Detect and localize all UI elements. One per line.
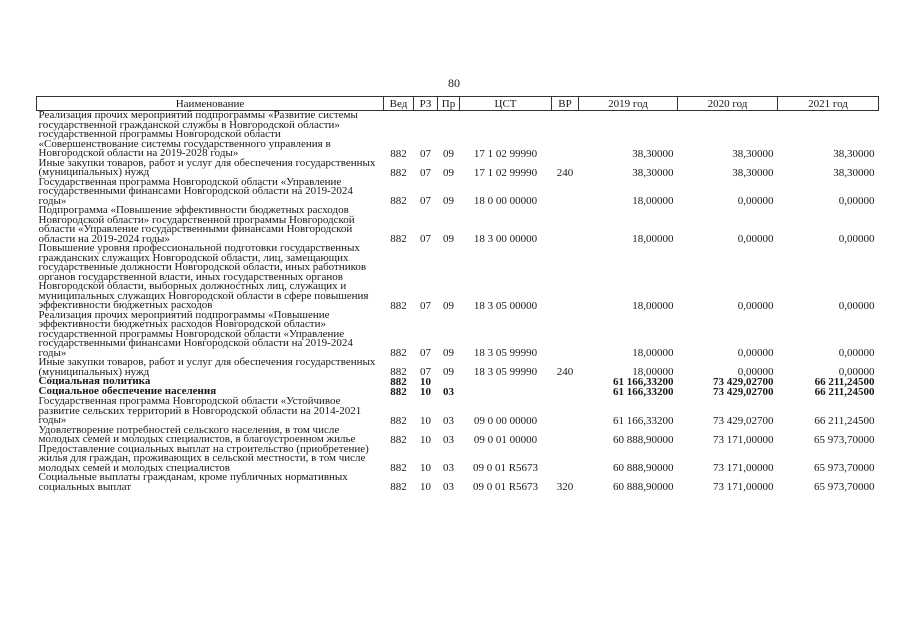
cell-y2021: 38,30000 <box>833 166 875 179</box>
cell-rz: 10 <box>420 433 431 446</box>
cell-cst: 09 0 01 R5673 <box>472 462 539 474</box>
cell-name: Реализация прочих мероприятий подпрограммы «Повышение эффективности бюджетных расходов Новгородской области» государственной программы Новгородской области «Управление государственными финансами Новгородской области на 2019-2024 годы» <box>38 308 353 359</box>
table-row <box>37 473 879 492</box>
cell-y2021: 65 973,70000 <box>814 462 875 474</box>
cell-ved: 882 <box>390 147 407 160</box>
cell-y2020: 73 171,00000 <box>713 481 774 493</box>
cell-name: Удовлетворение потребностей сельского населения, в том числе молодых семей и молодых специалистов, в благоустроенном жилье <box>38 423 356 445</box>
cell-y2019: 60 888,90000 <box>613 481 674 493</box>
cell-cst: 18 3 05 99990 <box>473 347 538 359</box>
cell-cst: 18 3 05 00000 <box>473 299 538 312</box>
cell-rz: 07 <box>420 147 431 160</box>
cell-vr <box>552 178 579 207</box>
cell-name: Государственная программа Новгородской области «Управление государственными финансами Новгородской области на 2019-2024 годы» <box>38 175 353 207</box>
cell-y2020: 73 171,00000 <box>713 433 774 446</box>
cell-ved: 882 <box>390 166 407 179</box>
header-pr: Пр <box>438 97 460 111</box>
cell-ved: 882 <box>390 433 407 446</box>
cell-rz: 07 <box>420 299 431 312</box>
cell-cst: 18 0 00 00000 <box>473 195 538 207</box>
cell-ved: 882 <box>390 386 407 398</box>
cell-rz: 07 <box>420 195 431 207</box>
cell-rz: 07 <box>420 366 431 378</box>
cell-y2020: 0,00000 <box>737 195 774 207</box>
cell-name: Иные закупки товаров, работ и услуг для обеспечения государственных (муниципальных) нужд <box>38 156 376 178</box>
cell-pr: 03 <box>443 386 454 398</box>
cell-vr <box>552 397 579 426</box>
cell-pr: 03 <box>443 433 454 446</box>
cell-cst: 09 0 01 R5673 <box>472 481 539 493</box>
cell-rz: 07 <box>420 166 431 179</box>
cell-y2020: 73 171,00000 <box>713 462 774 474</box>
cell-y2021: 65 973,70000 <box>814 433 875 446</box>
cell-rz: 10 <box>420 386 431 398</box>
cell-vr <box>552 206 579 244</box>
cell-y2019: 18,00000 <box>632 233 674 245</box>
cell-name: Социальное обеспечение населения <box>38 385 217 397</box>
cell-y2019: 61 166,33200 <box>613 414 674 427</box>
cell-y2020: 0,00000 <box>737 366 774 378</box>
header-ved: Вед <box>384 97 414 111</box>
cell-y2021: 0,00000 <box>838 195 875 207</box>
cell-cst <box>460 387 552 397</box>
cell-pr: 03 <box>443 414 454 427</box>
cell-name: Социальные выплаты гражданам, кроме публичных нормативных социальных выплат <box>38 471 348 493</box>
cell-y2019: 38,30000 <box>632 166 674 179</box>
cell-y2021: 66 211,24500 <box>814 414 875 427</box>
header-2021: 2021 год <box>778 97 879 111</box>
cell-rz: 10 <box>420 462 431 474</box>
cell-y2020: 38,30000 <box>732 147 774 160</box>
cell-y2021: 0,00000 <box>838 366 875 378</box>
cell-name: Иные закупки товаров, работ и услуг для обеспечения государственных (муниципальных) нужд <box>38 356 376 378</box>
cell-y2020: 0,00000 <box>737 233 774 245</box>
cell-y2020: 0,00000 <box>737 299 774 312</box>
cell-vr: 240 <box>556 166 574 179</box>
cell-y2019: 61 166,33200 <box>613 376 674 388</box>
cell-pr: 09 <box>443 233 454 245</box>
table-row <box>37 311 879 359</box>
cell-y2019: 60 888,90000 <box>613 462 674 474</box>
cell-ved: 882 <box>390 366 407 378</box>
cell-pr: 09 <box>443 147 454 160</box>
header-name: Наименование <box>37 97 384 111</box>
cell-y2021: 0,00000 <box>838 347 875 359</box>
cell-ved: 882 <box>390 299 407 312</box>
cell-y2020: 0,00000 <box>737 347 774 359</box>
cell-ved: 882 <box>390 462 407 474</box>
table-row <box>37 358 879 377</box>
cell-pr: 09 <box>443 347 454 359</box>
table-row <box>37 159 879 178</box>
cell-vr <box>552 111 579 159</box>
cell-pr: 09 <box>443 195 454 207</box>
cell-y2020: 73 429,02700 <box>713 386 774 398</box>
cell-vr <box>552 387 579 397</box>
cell-y2019: 61 166,33200 <box>613 386 674 398</box>
cell-pr: 03 <box>443 462 454 474</box>
cell-name: Реализация прочих мероприятий подпрограммы «Развитие системы государственной гражданской службы в Новгородской области» государственной программы Новгородской области «Совершенствование системы государственного управления в Новгородской области на 2019-2028 годы» <box>38 109 358 159</box>
table-row <box>37 445 879 474</box>
cell-rz: 07 <box>420 347 431 359</box>
cell-name: Государственная программа Новгородской области «Устойчивое развитие сельских территорий в Новгородской области на 2014-2021 годы» <box>38 395 362 426</box>
cell-vr: 240 <box>556 366 574 378</box>
cell-vr <box>552 426 579 445</box>
cell-y2021: 0,00000 <box>838 299 875 312</box>
cell-ved: 882 <box>390 481 407 493</box>
table-row <box>37 244 879 311</box>
cell-cst <box>460 377 552 387</box>
cell-y2021: 38,30000 <box>833 147 875 160</box>
cell-pr: 09 <box>443 299 454 312</box>
header-rz: РЗ <box>414 97 438 111</box>
cell-cst: 09 0 00 00000 <box>473 414 538 427</box>
cell-y2019: 38,30000 <box>632 147 674 160</box>
cell-vr <box>552 311 579 359</box>
cell-pr: 09 <box>443 166 454 179</box>
cell-name: Подпрограмма «Повышение эффективности бюджетных расходов Новгородской области» государственной программы Новгородской области «Управление государственными финансами Новгородской области на 2019-2024 годы» <box>38 204 355 245</box>
cell-y2019: 18,00000 <box>632 366 674 378</box>
cell-rz: 10 <box>420 481 431 493</box>
cell-y2019: 18,00000 <box>632 195 674 207</box>
cell-ved: 882 <box>390 195 407 207</box>
table-row <box>37 397 879 426</box>
cell-pr: 03 <box>443 481 454 493</box>
cell-ved: 882 <box>390 347 407 359</box>
cell-cst: 18 3 05 99990 <box>473 366 538 378</box>
cell-y2020: 38,30000 <box>732 166 774 179</box>
cell-y2020: 73 429,02700 <box>713 376 774 388</box>
cell-vr <box>552 445 579 474</box>
cell-cst: 09 0 01 00000 <box>473 433 538 446</box>
cell-vr: 320 <box>556 481 574 493</box>
header-2020: 2020 год <box>678 97 778 111</box>
cell-rz: 10 <box>420 376 431 388</box>
table-row <box>37 178 879 207</box>
cell-y2021: 66 211,24500 <box>814 376 875 388</box>
cell-name: Предоставление социальных выплат на строительство (приобретение) жилья для граждан, проживающих в сельской местности, в том числе молодых семей и молодых специалистов <box>38 442 369 474</box>
table-row <box>37 206 879 244</box>
cell-y2019: 60 888,90000 <box>613 433 674 446</box>
cell-y2019: 18,00000 <box>632 299 674 312</box>
cell-ved: 882 <box>390 376 407 388</box>
table-row <box>37 111 879 159</box>
cell-ved: 882 <box>390 233 407 245</box>
cell-vr <box>552 244 579 311</box>
cell-vr <box>552 377 579 387</box>
cell-cst: 18 3 00 00000 <box>473 233 538 245</box>
budget-table <box>36 96 879 492</box>
cell-cst: 17 1 02 99990 <box>473 147 538 160</box>
cell-name: Повышение уровня профессиональной подготовки государственных гражданских служащих Новгородской области, лиц, замещающих государственные должности Новгородской области, иных работников органов государственной власти, иных государственных органов Новгородской области, выборных должностных лиц, служащих и муниципальных служащих Новгородской области в сфере повышения эффективности бюджетных расходов <box>38 242 369 311</box>
cell-y2021: 65 973,70000 <box>814 481 875 493</box>
header-2019: 2019 год <box>579 97 678 111</box>
header-cst: ЦСТ <box>460 97 552 111</box>
page-number: 80 <box>448 76 460 90</box>
cell-y2021: 66 211,24500 <box>814 386 875 398</box>
cell-ved: 882 <box>390 414 407 427</box>
cell-pr: 09 <box>443 366 454 378</box>
header-vr: ВР <box>552 97 579 111</box>
cell-rz: 10 <box>420 414 431 427</box>
cell-name: Социальная политика <box>38 375 151 387</box>
cell-y2021: 0,00000 <box>838 233 875 245</box>
cell-rz: 07 <box>420 233 431 245</box>
cell-y2020: 73 429,02700 <box>713 414 774 427</box>
table-row <box>37 426 879 445</box>
cell-y2019: 18,00000 <box>632 347 674 359</box>
cell-cst: 17 1 02 99990 <box>473 166 538 179</box>
